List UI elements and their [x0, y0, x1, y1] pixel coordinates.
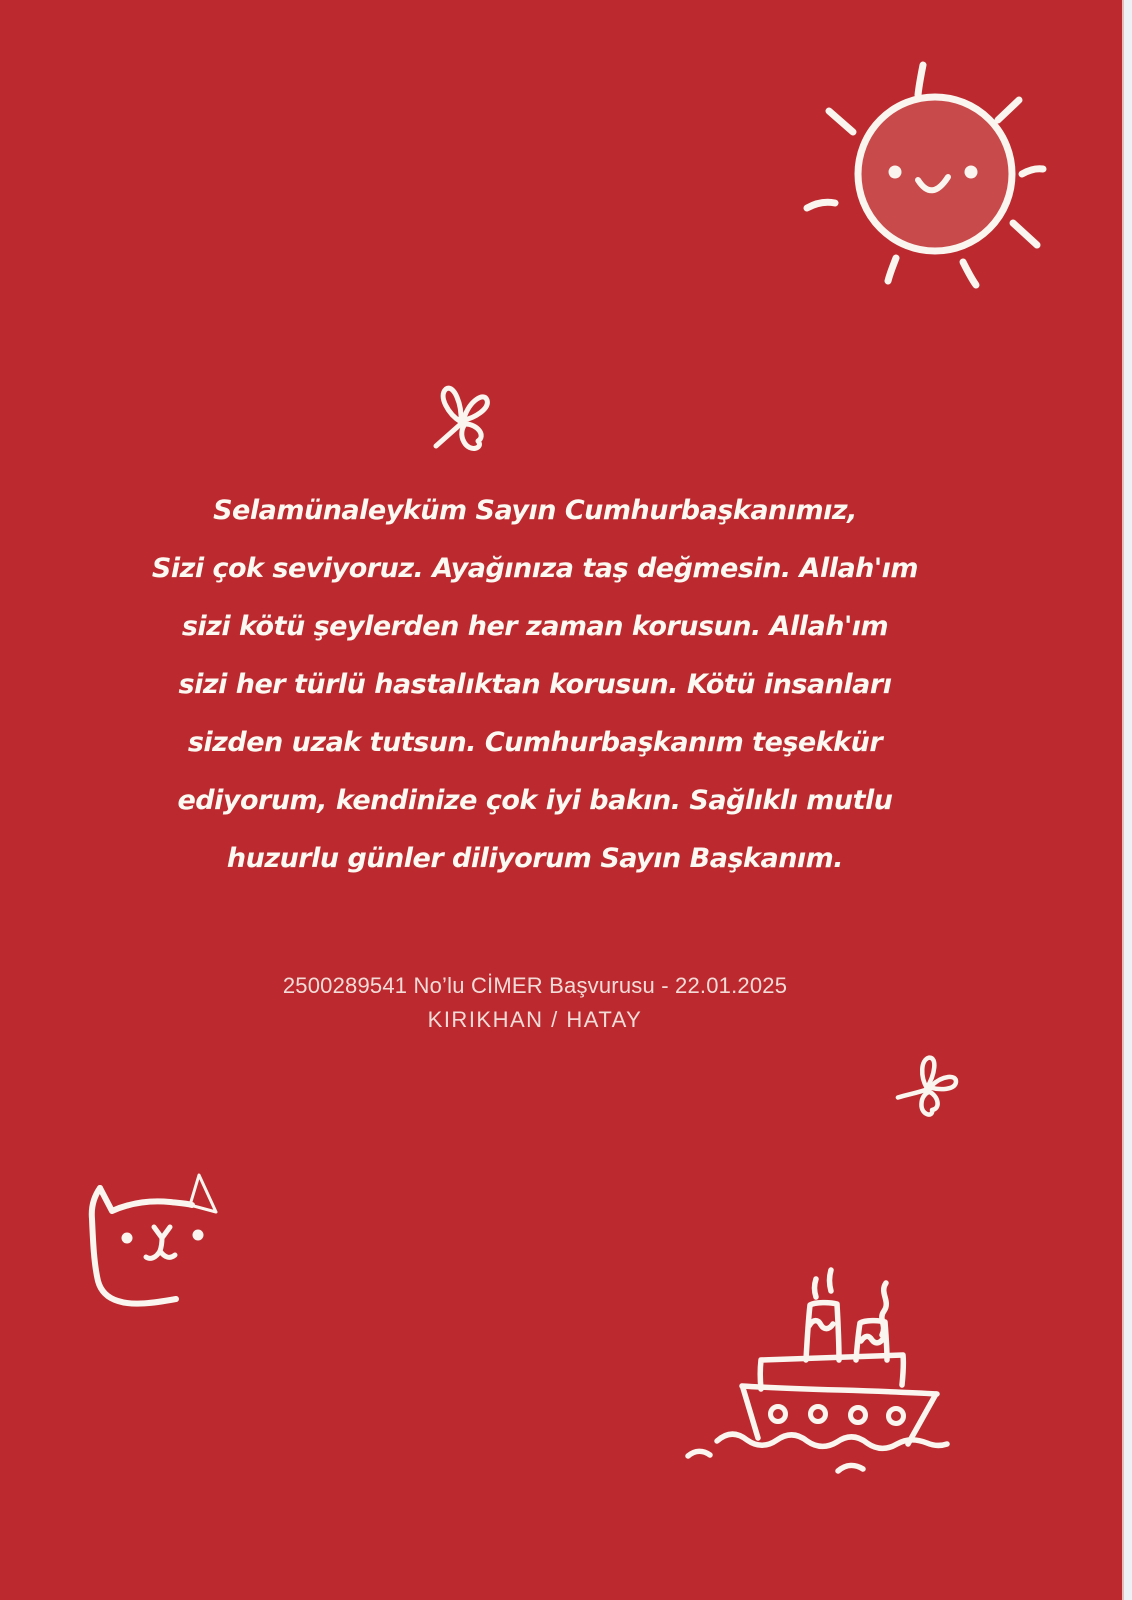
message-line: sizden uzak tutsun. Cumhurbaşkanım teşekkür — [187, 727, 883, 758]
boat-funnels — [806, 1270, 887, 1360]
cimer-reference-text: 2500289541 No’lu CİMER Başvurusu - 22.01.2025 — [282, 973, 788, 998]
footer — [0, 970, 1070, 1036]
cat-right-eye — [193, 1230, 204, 1241]
message-line: huzurlu günler diliyorum Sayın Başkanım. — [226, 843, 844, 874]
boat-icon — [655, 1255, 965, 1480]
cat-outline — [92, 1188, 192, 1304]
sun-face-circle — [858, 97, 1012, 251]
sun-right-eye — [965, 166, 978, 179]
cat-left-eye — [122, 1233, 133, 1244]
message-line: Sizi çok seviyoruz. Ayağınıza taş değmesin. Allah'ım — [151, 553, 919, 584]
message-text — [0, 482, 1070, 888]
message-line: sizi her türlü hastalıktan korusun. Kötü insanları — [178, 669, 892, 700]
boat-hull — [742, 1355, 937, 1444]
cat-right-ear — [190, 1175, 216, 1212]
butterfly-icon — [424, 380, 502, 454]
butterfly-wings — [436, 388, 487, 448]
cat-nose-mouth — [146, 1227, 175, 1258]
boat-portholes — [771, 1407, 904, 1424]
sun-icon — [795, 55, 1055, 305]
message-line: ediyorum, kendinize çok iyi bakın. Sağlıklı mutlu — [177, 785, 893, 816]
message-line: sizi kötü şeylerden her zaman korusun. Allah'ım — [181, 611, 889, 642]
page-edge — [1122, 0, 1132, 1600]
water-waves — [688, 1434, 947, 1471]
butterfly-small-icon — [896, 1053, 962, 1123]
small-butterfly-wings — [897, 1053, 960, 1120]
location-text: KIRIKHAN / HATAY — [427, 1007, 643, 1032]
sun-left-eye — [889, 166, 902, 179]
cat-icon — [78, 1145, 243, 1310]
message-line: Selamünaleyküm Sayın Cumhurbaşkanımız, — [213, 495, 857, 526]
